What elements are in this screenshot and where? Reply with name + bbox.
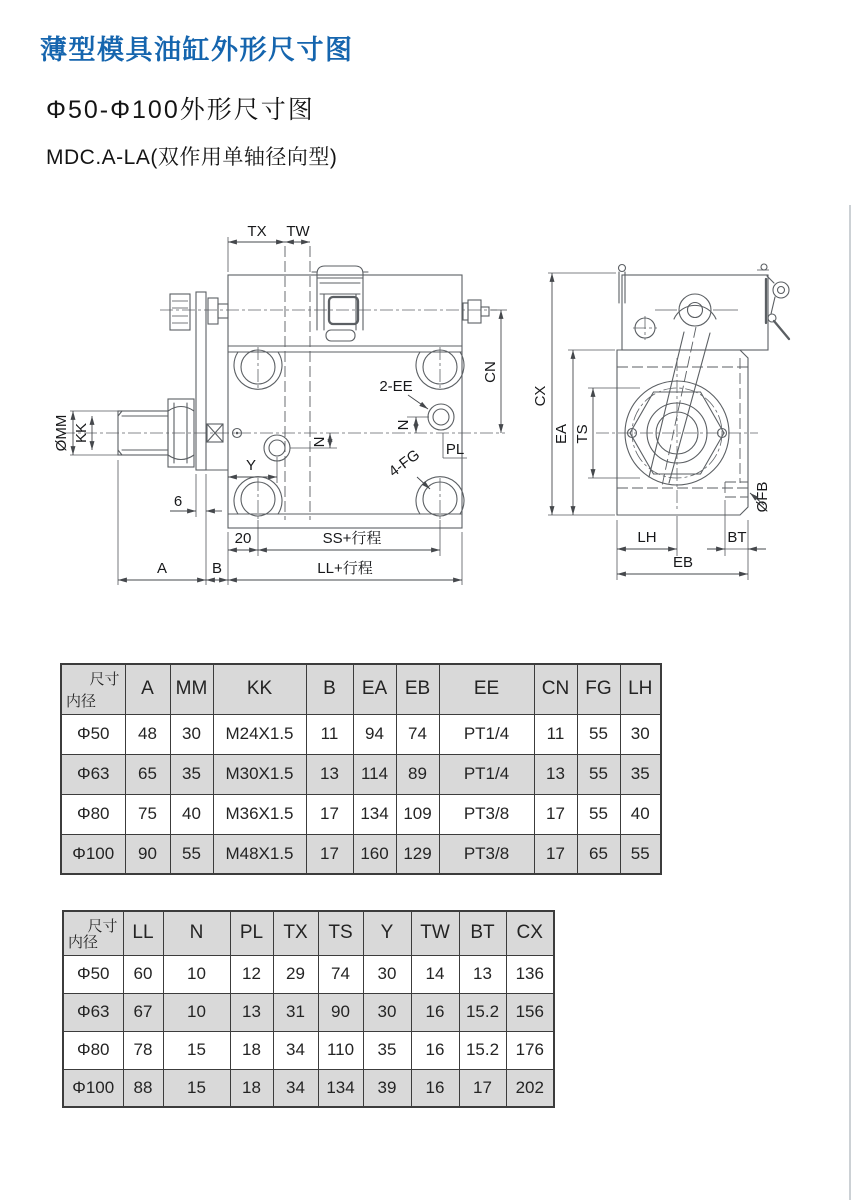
column-header: TX	[273, 911, 318, 955]
dim-label-ll-stroke: LL+行程	[317, 560, 373, 577]
cell: 13	[459, 955, 506, 993]
cell: 30	[620, 714, 661, 754]
column-header: KK	[213, 664, 306, 714]
cell: 110	[318, 1031, 363, 1069]
cell: 30	[363, 993, 411, 1031]
table-row	[63, 1031, 554, 1069]
cell: 34	[273, 1069, 318, 1107]
dim-label-ea: EA	[553, 423, 570, 445]
cell: 17	[306, 794, 353, 834]
right-bolt	[463, 300, 489, 323]
dim-label-cn: CN	[482, 361, 499, 383]
cell: M36X1.5	[213, 794, 306, 834]
dim-label-fb: ØFB	[754, 481, 771, 513]
cell: 13	[306, 754, 353, 794]
column-header: MM	[170, 664, 213, 714]
dim-label-eb: EB	[672, 554, 694, 571]
cell: 15.2	[459, 993, 506, 1031]
dim-label-n-port: N	[395, 419, 412, 431]
cell: 10	[163, 955, 230, 993]
cell: 18	[230, 1069, 273, 1107]
table-row	[61, 834, 661, 874]
column-header: EA	[353, 664, 396, 714]
cell: 30	[170, 714, 213, 754]
cell: 29	[273, 955, 318, 993]
cell: 90	[318, 993, 363, 1031]
dim-label-cx: CX	[532, 385, 549, 407]
dimension-table-2	[62, 910, 555, 1108]
front-view-drawing	[53, 223, 507, 585]
dim-label-2ee: 2-EE	[379, 378, 413, 395]
row-size-cell: Φ63	[63, 993, 123, 1031]
cell: 35	[363, 1031, 411, 1069]
cell: 78	[123, 1031, 163, 1069]
dim-label-pl: PL	[445, 441, 465, 458]
dim-label-20: 20	[234, 530, 252, 547]
column-header: LL	[123, 911, 163, 955]
cell: 40	[620, 794, 661, 834]
corner-label-size: 尺寸	[89, 671, 120, 688]
row-size-cell: Φ100	[61, 834, 125, 874]
pin-head	[619, 265, 626, 272]
cell: 65	[577, 834, 620, 874]
cell: 35	[170, 754, 213, 794]
cell: 74	[318, 955, 363, 993]
column-header: LH	[620, 664, 661, 714]
size-range-subtitle: Φ50-Φ100外形尺寸图	[46, 96, 315, 124]
clamp-top-block	[622, 275, 768, 350]
column-header: CX	[506, 911, 554, 955]
cell: 15.2	[459, 1031, 506, 1069]
cell: 94	[353, 714, 396, 754]
table-corner-cell	[61, 664, 125, 714]
column-header: EB	[396, 664, 439, 714]
table-row	[63, 955, 554, 993]
corner-label-bore: 内径	[68, 933, 99, 951]
column-header: Y	[363, 911, 411, 955]
row-size-cell: Φ50	[63, 955, 123, 993]
cell: 74	[396, 714, 439, 754]
column-header: CN	[534, 664, 577, 714]
page-title: 薄型模具油缸外形尺寸图	[40, 35, 354, 65]
row-size-cell: Φ63	[61, 754, 125, 794]
column-header: N	[163, 911, 230, 955]
cell: 13	[534, 754, 577, 794]
cell: 18	[230, 1031, 273, 1069]
clamp-lever-arm	[649, 327, 710, 486]
cell: 136	[506, 955, 554, 993]
cell: 156	[506, 993, 554, 1031]
clamp-latch	[312, 266, 368, 341]
cell: 16	[411, 1069, 459, 1107]
table-row	[61, 754, 661, 794]
dim-label-lh: LH	[637, 529, 657, 546]
cell: 13	[230, 993, 273, 1031]
cell: 75	[125, 794, 170, 834]
row-size-cell: Φ80	[61, 794, 125, 834]
cell: 129	[396, 834, 439, 874]
column-header: TW	[411, 911, 459, 955]
cell: 16	[411, 1031, 459, 1069]
dim-label-kk: KK	[73, 422, 90, 444]
cell: 31	[273, 993, 318, 1031]
cell: 15	[163, 1031, 230, 1069]
cell: 17	[459, 1069, 506, 1107]
cell: 55	[577, 714, 620, 754]
corner-label-size: 尺寸	[87, 918, 118, 935]
cell: 17	[534, 834, 577, 874]
cell: 65	[125, 754, 170, 794]
dim-label-b: B	[211, 560, 223, 577]
table-row	[63, 993, 554, 1031]
cell: 17	[534, 794, 577, 834]
cylinder-body-outline	[228, 275, 465, 528]
dim-label-ts: TS	[574, 424, 591, 444]
cell: 176	[506, 1031, 554, 1069]
cell: 160	[353, 834, 396, 874]
table-row	[63, 1069, 554, 1107]
cell: M48X1.5	[213, 834, 306, 874]
mounting-lugs	[234, 347, 464, 520]
cell: 55	[170, 834, 213, 874]
table-row	[61, 794, 661, 834]
cell: 202	[506, 1069, 554, 1107]
dim-label-y: Y	[245, 457, 257, 474]
cell: 35	[620, 754, 661, 794]
dim-label-mm: ØMM	[53, 414, 70, 452]
port-2ee	[428, 404, 454, 430]
cell: 10	[163, 993, 230, 1031]
cell: PT1/4	[439, 714, 534, 754]
cell: PT3/8	[439, 794, 534, 834]
dim-label-tx: TX	[247, 223, 267, 240]
table-row	[61, 714, 661, 754]
cell: 90	[125, 834, 170, 874]
knurled-fitting	[170, 294, 190, 330]
side-view-drawing	[532, 264, 789, 580]
column-header: PL	[230, 911, 273, 955]
cell: 55	[620, 834, 661, 874]
column-header: EE	[439, 664, 534, 714]
pivot-lug	[655, 294, 738, 326]
cell: 14	[411, 955, 459, 993]
cell: 11	[534, 714, 577, 754]
cell: 17	[306, 834, 353, 874]
dim-label-6: 6	[173, 493, 183, 510]
row-size-cell: Φ80	[63, 1031, 123, 1069]
cell: 67	[123, 993, 163, 1031]
cell: 89	[396, 754, 439, 794]
cell: 60	[123, 955, 163, 993]
cell: 11	[306, 714, 353, 754]
cell: 34	[273, 1031, 318, 1069]
dimension-table-1	[60, 663, 662, 875]
column-header: BT	[459, 911, 506, 955]
cell: 15	[163, 1069, 230, 1107]
dim-label-bt: BT	[727, 529, 747, 546]
fb-notch	[725, 482, 748, 497]
center-pilot-dot	[236, 432, 239, 435]
mounting-plate	[196, 292, 228, 470]
cell: 88	[123, 1069, 163, 1107]
cell: 134	[318, 1069, 363, 1107]
row-size-cell: Φ50	[61, 714, 125, 754]
cell: 39	[363, 1069, 411, 1107]
dim-label-a: A	[156, 560, 168, 577]
row-size-cell: Φ100	[63, 1069, 123, 1107]
table-corner-cell	[63, 911, 123, 955]
corner-label-bore: 内径	[66, 692, 97, 710]
cell: 30	[363, 955, 411, 993]
cell: 16	[411, 993, 459, 1031]
column-header: FG	[577, 664, 620, 714]
dim-label-ss-stroke: SS+行程	[322, 530, 382, 547]
cell: 48	[125, 714, 170, 754]
left-bolt	[208, 298, 228, 324]
cell: PT1/4	[439, 754, 534, 794]
cell: 134	[353, 794, 396, 834]
model-designation: MDC.A-LA(双作用单轴径向型)	[46, 146, 338, 169]
cell: 109	[396, 794, 439, 834]
cell: PT3/8	[439, 834, 534, 874]
cell: 40	[170, 794, 213, 834]
dim-label-tw: TW	[286, 223, 310, 240]
dim-label-n-mid: N	[311, 436, 328, 448]
cell: 12	[230, 955, 273, 993]
column-header: B	[306, 664, 353, 714]
column-header: TS	[318, 911, 363, 955]
column-header: A	[125, 664, 170, 714]
cell: 114	[353, 754, 396, 794]
cell: M30X1.5	[213, 754, 306, 794]
dim-label-4fg: 4-FG	[385, 446, 424, 481]
cell: 55	[577, 754, 620, 794]
cell: M24X1.5	[213, 714, 306, 754]
cell: 55	[577, 794, 620, 834]
